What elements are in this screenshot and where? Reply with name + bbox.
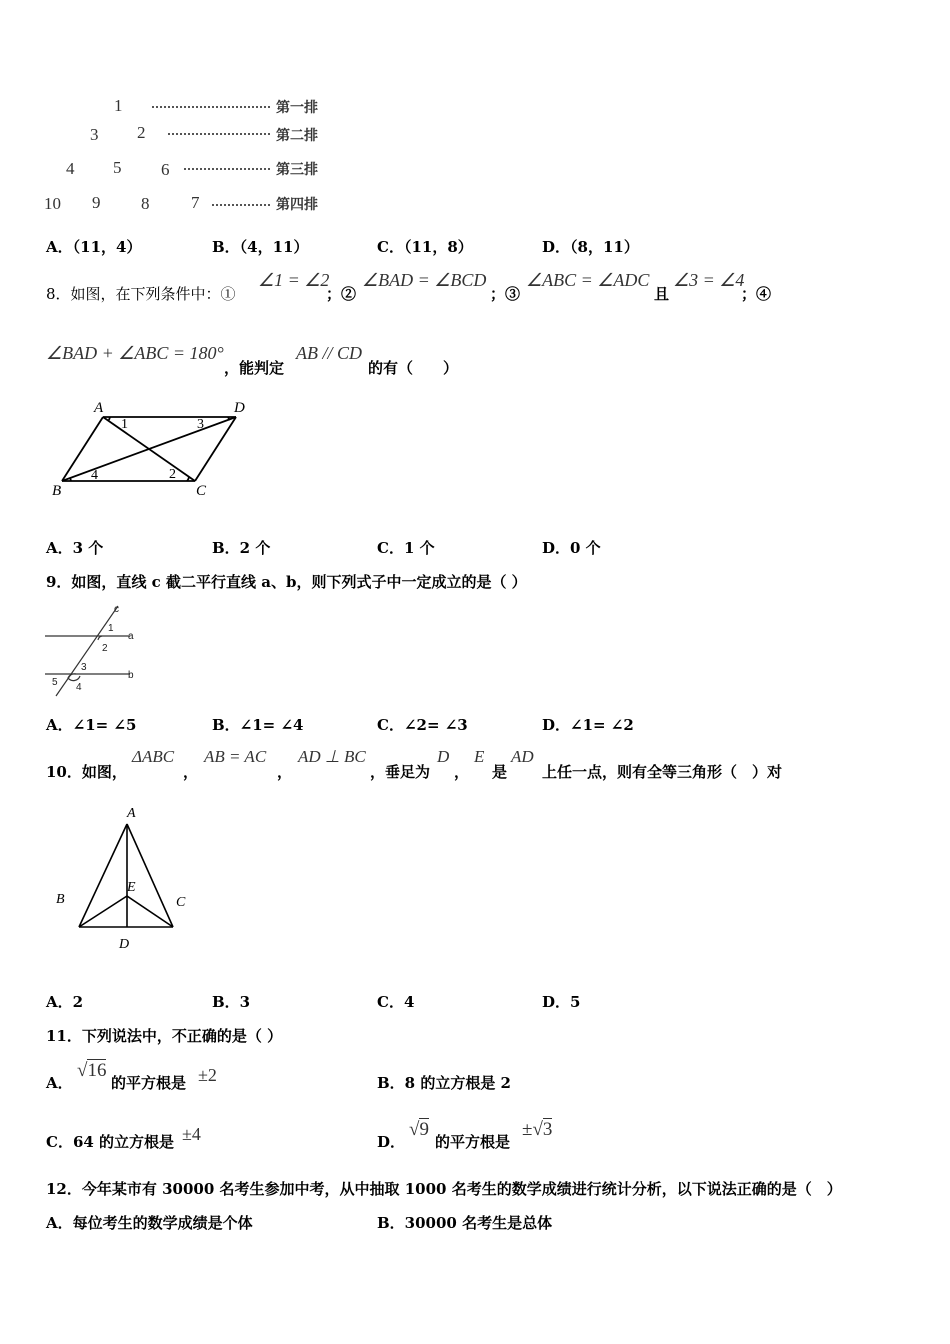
q11-option-d-value: ±√3 <box>522 1119 553 1140</box>
q8-option-a[interactable]: A．3 个 <box>46 539 104 557</box>
q8-parallel: AB // CD <box>296 343 362 363</box>
q11-radicand-16: 16 <box>87 1060 107 1081</box>
q8-angle-arc-4 <box>70 478 71 481</box>
dotted-leader-row2 <box>168 133 270 135</box>
seat-row4-1: 10 <box>44 194 61 213</box>
dotted-leader-row1 <box>152 106 270 108</box>
q9-stem: 9．如图，直线 c 截二平行直线 a、b，则下列式子中一定成立的是（ ） <box>46 573 527 591</box>
seat-row3-2: 5 <box>113 158 122 177</box>
q7-option-d[interactable]: D．（8，11） <box>542 238 639 256</box>
q10-option-b[interactable]: B．3 <box>212 993 251 1011</box>
q12-stem: 12．今年某市有 30000 名考生参加中考，从中抽取 1000 名考生的数学成绩进行统计分析，以下说法正确的是（ ） <box>46 1180 842 1198</box>
q11-radicand-9: 9 <box>419 1119 429 1140</box>
q8-parallelogram-figure <box>40 395 260 505</box>
seat-row4-4: 7 <box>191 193 200 212</box>
q8-label-a: A <box>94 400 104 416</box>
q11-plus-minus: ± <box>522 1119 533 1140</box>
q10-ad-perp-bc: AD ⊥ BC <box>298 747 366 766</box>
q10-point-e: E <box>474 747 485 766</box>
q8-label-c: C <box>196 483 207 499</box>
q11-option-a-label: A． <box>46 1074 73 1092</box>
q10-tail: 上任一点，则有全等三角形（ ）对 <box>542 763 783 781</box>
q9-option-d[interactable]: D．∠1= ∠2 <box>542 716 634 734</box>
q10-segment-ad: AD <box>511 747 534 766</box>
seat-row2-1: 3 <box>90 125 99 144</box>
seat-row4-3: 8 <box>141 194 150 213</box>
q8-condition-3: ∠ABC = ∠ADC <box>526 270 650 290</box>
q11-option-c-text: C．64 的立方根是 <box>46 1133 175 1151</box>
q8-sep-3: ；④ <box>741 285 772 303</box>
q10-triangle-figure <box>50 800 200 958</box>
q10-label-b: B <box>56 892 65 907</box>
row-label-4: 第四排 <box>276 197 318 213</box>
q9-label-2: 2 <box>102 643 108 654</box>
q10-comma-2: ， <box>277 763 293 781</box>
q10-lead: 10．如图， <box>46 763 127 781</box>
q10-ab-eq-ac: AB = AC <box>204 747 267 766</box>
q8-option-c[interactable]: C．1 个 <box>377 539 435 557</box>
q8-label-3: 3 <box>197 417 204 432</box>
q9-option-a[interactable]: A．∠1= ∠5 <box>46 716 137 734</box>
q8-label-4: 4 <box>91 468 98 483</box>
q8-condition-4: ∠BAD + ∠ABC = 180° <box>46 343 224 363</box>
q9-label-b: b <box>128 670 134 681</box>
q11-option-a-value: ±2 <box>198 1065 217 1085</box>
q8-diagonal-bd <box>62 417 236 481</box>
q8-option-d[interactable]: D．0 个 <box>542 539 601 557</box>
q8-condition-3b: ∠3 = ∠4 <box>673 270 745 290</box>
q11-sqrt-16: √16 <box>77 1060 107 1081</box>
seat-row3-1: 4 <box>66 159 75 178</box>
q7-option-c[interactable]: C．（11，8） <box>377 238 473 256</box>
q7-option-b[interactable]: B．（4，11） <box>212 238 309 256</box>
q8-label-b: B <box>52 483 62 499</box>
q10-comma-3: ， <box>454 763 470 781</box>
q10-comma-1: ， <box>183 763 199 781</box>
q9-option-b[interactable]: B．∠1= ∠4 <box>212 716 304 734</box>
q10-option-d[interactable]: D．5 <box>542 993 581 1011</box>
q10-label-c: C <box>176 895 186 910</box>
seat-row3-3: 6 <box>161 160 170 179</box>
q11-radicand-3: 3 <box>542 1119 553 1140</box>
q10-label-a: A <box>127 806 136 821</box>
q11-option-c-value: ±4 <box>182 1124 201 1144</box>
q10-triangle-abc: ΔABC <box>132 747 175 766</box>
q11-option-d-text: 的平方根是 <box>435 1133 511 1151</box>
q9-option-c[interactable]: C．∠2= ∠3 <box>377 716 468 734</box>
q8-and: 且 <box>654 285 670 303</box>
q9-label-1: 1 <box>108 623 114 634</box>
q8-condition-2: ∠BAD = ∠BCD <box>362 270 487 290</box>
q10-option-a[interactable]: A．2 <box>46 993 84 1011</box>
q8-label-d: D <box>234 400 245 416</box>
q8-label-1: 1 <box>121 417 128 432</box>
q9-label-c: c <box>114 604 119 615</box>
q8-sep-2: ；③ <box>490 285 521 303</box>
q9-line-c <box>56 606 118 696</box>
row-label-3: 第三排 <box>276 162 318 178</box>
q10-label-e: E <box>127 880 136 895</box>
dotted-leader-row4 <box>212 204 270 206</box>
seat-row1-1: 1 <box>114 96 123 115</box>
q11-stem: 11．下列说法中，不正确的是（ ） <box>46 1027 283 1045</box>
q8-sep-1: ；② <box>326 285 357 303</box>
row-label-2: 第二排 <box>276 128 318 144</box>
q9-transversal-figure <box>40 600 150 700</box>
q10-point-d: D <box>437 747 450 766</box>
q7-option-a[interactable]: A．（11，4） <box>46 238 142 256</box>
q8-option-b[interactable]: B．2 个 <box>212 539 271 557</box>
q9-angle-arc-3 <box>68 674 80 681</box>
q9-label-5: 5 <box>52 677 58 688</box>
q8-label-2: 2 <box>169 467 176 482</box>
q8-lead: 8．如图，在下列条件中：① <box>46 285 236 303</box>
q12-option-b[interactable]: B．30000 名考生是总体 <box>377 1214 553 1232</box>
q10-foot: ，垂足为 <box>370 763 431 781</box>
q11-option-b[interactable]: B．8 的立方根是 2 <box>377 1074 511 1092</box>
q8-tail: 的有（ ） <box>368 359 459 377</box>
q10-option-c[interactable]: C．4 <box>377 993 415 1011</box>
q12-option-a[interactable]: A．每位考生的数学成绩是个体 <box>46 1214 253 1232</box>
q9-label-4: 4 <box>76 682 82 693</box>
q10-is: 是 <box>492 763 508 781</box>
q11-option-a-text: 的平方根是 <box>111 1074 187 1092</box>
q11-sqrt-9: √9 <box>409 1119 429 1140</box>
q9-label-3: 3 <box>81 662 87 673</box>
seat-row4-2: 9 <box>92 193 101 212</box>
q10-label-d: D <box>119 937 130 952</box>
seat-row2-2: 2 <box>137 123 146 142</box>
row-label-1: 第一排 <box>276 100 318 116</box>
q11-option-d-label: D． <box>377 1133 406 1151</box>
q9-label-a: a <box>128 631 134 642</box>
q8-mid: ，能判定 <box>224 359 285 377</box>
q8-condition-1: ∠1 = ∠2 <box>258 270 330 290</box>
dotted-leader-row3 <box>184 168 270 170</box>
